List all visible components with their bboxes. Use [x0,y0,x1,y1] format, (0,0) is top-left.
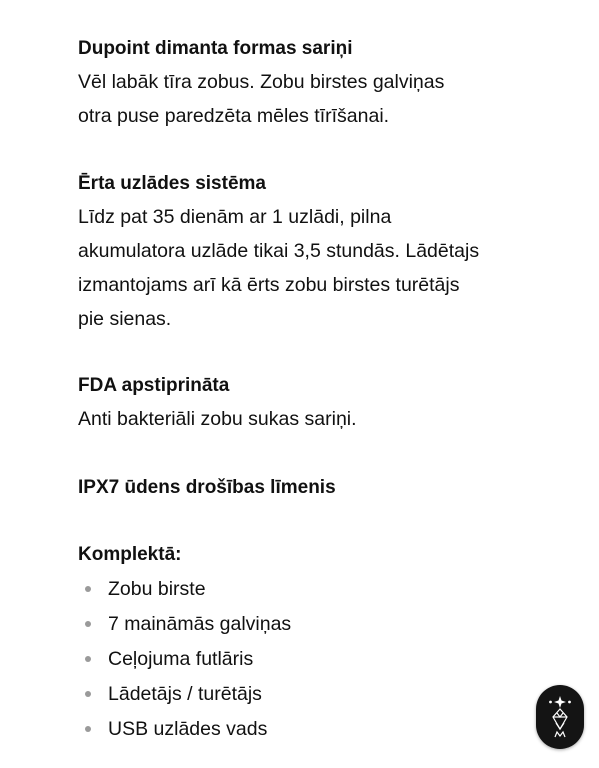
list-item-label: Zobu birste [108,578,206,600]
section-text-line: izmantojams arī kā ērts zobu birstes turētājs [78,274,460,296]
bullet-icon [85,621,91,627]
list-item-label: 7 maināmās galviņas [108,613,292,635]
list-item [85,683,262,705]
section-text-line: Anti bakteriāli zobu sukas sariņi. [78,408,357,430]
section-title-charging: Ērta uzlādes sistēma [78,173,266,194]
section-text-line: pie sienas. [78,308,172,330]
section-title-bristles: Dupoint dimanta formas sariņi [78,38,353,59]
list-item-label: USB uzlādes vads [108,718,268,740]
list-item [85,718,267,740]
bullet-icon [85,691,91,697]
section-text-line: Līdz pat 35 dienām ar 1 uzlādi, pilna [78,206,392,228]
list-item-label: Lādetājs / turētājs [108,683,262,705]
section-text-line: akumulatora uzlāde tikai 3,5 stundās. Lādētajs [78,240,480,262]
list-item-label: Ceļojuma futlāris [108,648,254,670]
floating-logo-button[interactable] [536,685,584,749]
list-item [85,613,291,635]
kit-title: Komplektā: [78,544,182,565]
list-item [85,648,253,670]
list-item [85,578,206,600]
diamond-logo-icon [536,685,584,749]
section-title-ipx7: IPX7 ūdens drošības līmenis [78,477,336,498]
bullet-icon [85,656,91,662]
section-title-fda: FDA apstiprināta [78,375,230,396]
section-text-line: Vēl labāk tīra zobus. Zobu birstes galviņas [78,71,445,93]
bullet-icon [85,726,91,732]
bullet-icon [85,586,91,592]
section-text-line: otra puse paredzēta mēles tīrīšanai. [78,105,390,127]
